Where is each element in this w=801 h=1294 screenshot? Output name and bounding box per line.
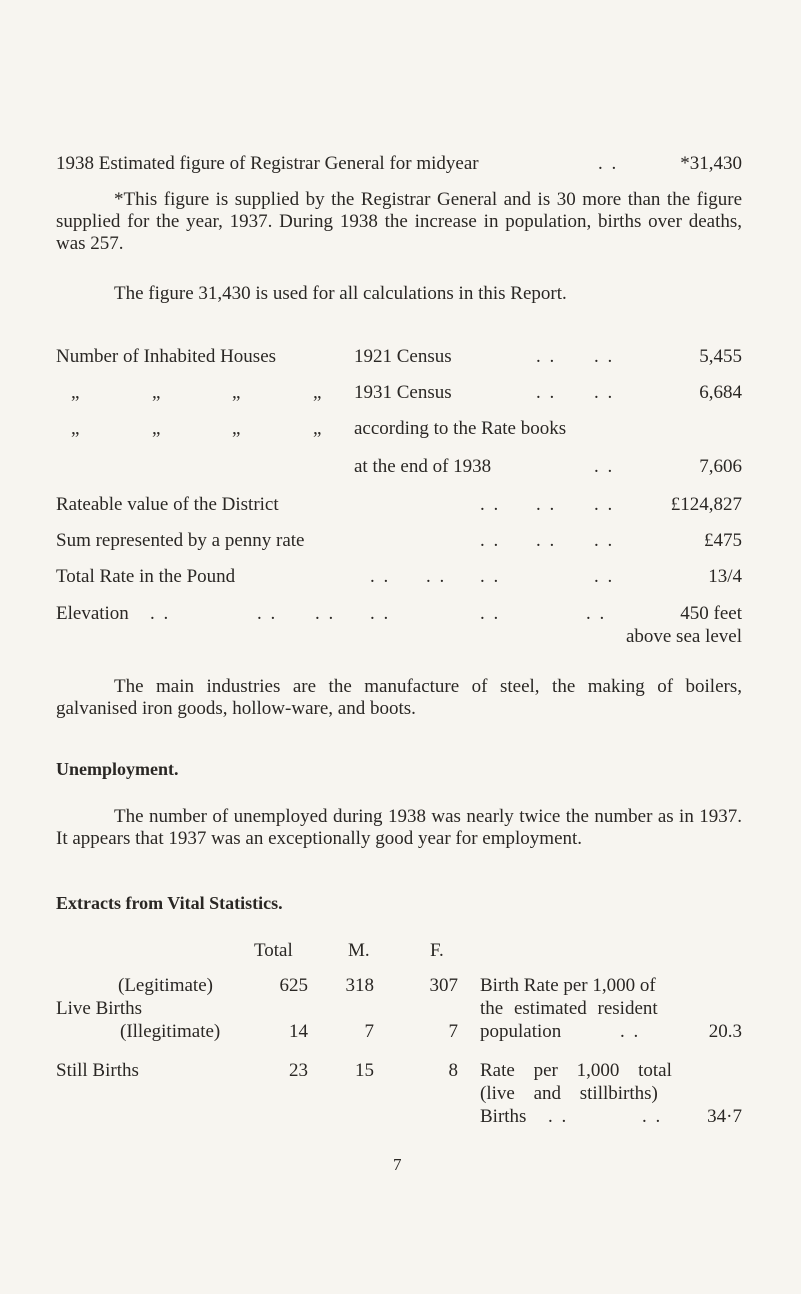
elevation-value: 450 feet xyxy=(680,603,742,624)
leader: . . xyxy=(370,566,391,587)
houses-label: Number of Inhabited Houses xyxy=(56,346,277,367)
leader: . . xyxy=(150,603,171,624)
live-births-label: Live Births xyxy=(56,998,143,1019)
leader: . . xyxy=(548,1106,569,1127)
ditto-mark: „ xyxy=(313,418,322,439)
leader: . . xyxy=(315,603,336,624)
ditto-mark: „ xyxy=(232,418,241,439)
leader: . . xyxy=(480,566,501,587)
still-rate-line3: Births xyxy=(480,1106,527,1127)
legitimate-m: 318 xyxy=(345,975,374,996)
still-births-total: 23 xyxy=(289,1060,308,1081)
rateable-value-label: Rateable value of the District xyxy=(56,494,279,515)
col-header-f: F. xyxy=(430,940,444,961)
leader: . . xyxy=(642,1106,663,1127)
unemployment-paragraph: The number of unemployed during 1938 was nearly twice the number as in 1937. It appears that 1937 was an exceptionally good year for employment. xyxy=(56,806,742,849)
ditto-mark: „ xyxy=(152,418,161,439)
birth-rate-line1: Birth Rate per 1,000 of xyxy=(480,975,656,996)
census-1921-value: 5,455 xyxy=(699,346,742,367)
penny-rate-label: Sum represented by a penny rate xyxy=(56,530,305,551)
rate-books-line1: according to the Rate books xyxy=(354,418,567,439)
legitimate-total: 625 xyxy=(279,975,308,996)
still-rate-line2: (live and stillbirths) xyxy=(480,1083,658,1104)
leader: . . xyxy=(620,1021,641,1042)
col-header-total: Total xyxy=(254,940,293,961)
leader: . . xyxy=(480,530,501,551)
legitimate-label: (Legitimate) xyxy=(118,975,213,996)
leader: . . xyxy=(370,603,391,624)
leader: . . xyxy=(594,494,615,515)
leader: . . xyxy=(536,530,557,551)
figure-note: The figure 31,430 is used for all calculations in this Report. xyxy=(114,283,567,304)
unemployment-heading: Unemployment. xyxy=(56,759,179,779)
census-1921-label: 1921 Census xyxy=(354,346,452,367)
illegitimate-m: 7 xyxy=(364,1021,374,1042)
leader: . . xyxy=(426,566,447,587)
ditto-mark: „ xyxy=(232,382,241,403)
leader: . . xyxy=(480,494,501,515)
ditto-mark: „ xyxy=(71,382,80,403)
leader: . . xyxy=(536,494,557,515)
census-1931-value: 6,684 xyxy=(699,382,742,403)
leader: . . xyxy=(594,346,615,367)
illegitimate-f: 7 xyxy=(448,1021,458,1042)
penny-rate-value: £475 xyxy=(704,530,742,551)
still-births-m: 15 xyxy=(355,1060,374,1081)
leader: . . xyxy=(536,346,557,367)
leader: . . xyxy=(257,603,278,624)
elevation-value-line2: above sea level xyxy=(625,626,742,647)
census-1931-label: 1931 Census xyxy=(354,382,452,403)
leader: . . xyxy=(480,603,501,624)
ditto-mark: „ xyxy=(152,382,161,403)
rateable-value: £124,827 xyxy=(670,494,742,515)
still-rate-value: 34·7 xyxy=(707,1106,742,1127)
illegitimate-label: (Illegitimate) xyxy=(120,1021,221,1042)
footnote: *This figure is supplied by the Registrar General and is 30 more than the figure supplied for the year, 1937. During 1938 the increase in population, births over deaths, was 257. xyxy=(56,189,742,254)
illegitimate-total: 14 xyxy=(289,1021,308,1042)
elevation-label: Elevation xyxy=(56,603,129,624)
still-rate-line1: Rate per 1,000 total xyxy=(480,1060,672,1081)
legitimate-f: 307 xyxy=(429,975,458,996)
leader: . . xyxy=(594,382,615,403)
birth-rate-value: 20.3 xyxy=(708,1021,742,1042)
leader: . . xyxy=(594,566,615,587)
estimate-leader: . . xyxy=(598,153,619,174)
total-rate-value: 13/4 xyxy=(708,566,742,587)
leader: . . xyxy=(594,530,615,551)
total-rate-label: Total Rate in the Pound xyxy=(56,566,236,587)
estimate-value: *31,430 xyxy=(680,153,742,174)
leader: . . xyxy=(594,456,615,477)
birth-rate-line2: the estimated resident xyxy=(480,998,658,1019)
still-births-f: 8 xyxy=(448,1060,458,1081)
rate-books-value: 7,606 xyxy=(699,456,742,477)
birth-rate-line3: population xyxy=(480,1021,562,1042)
leader: . . xyxy=(586,603,607,624)
still-births-label: Still Births xyxy=(56,1060,139,1081)
page-number: 7 xyxy=(393,1155,402,1174)
ditto-mark: „ xyxy=(313,382,322,403)
industries-paragraph: The main industries are the manufacture of steel, the making of boilers, galvanised iron goods, hollow-ware, and boots. xyxy=(56,676,742,719)
estimate-label: 1938 Estimated figure of Registrar General for midyear xyxy=(56,153,479,174)
rate-books-line2: at the end of 1938 xyxy=(354,456,492,477)
ditto-mark: „ xyxy=(71,418,80,439)
col-header-m: M. xyxy=(348,940,370,961)
vital-statistics-heading: Extracts from Vital Statistics. xyxy=(56,893,283,913)
leader: . . xyxy=(536,382,557,403)
